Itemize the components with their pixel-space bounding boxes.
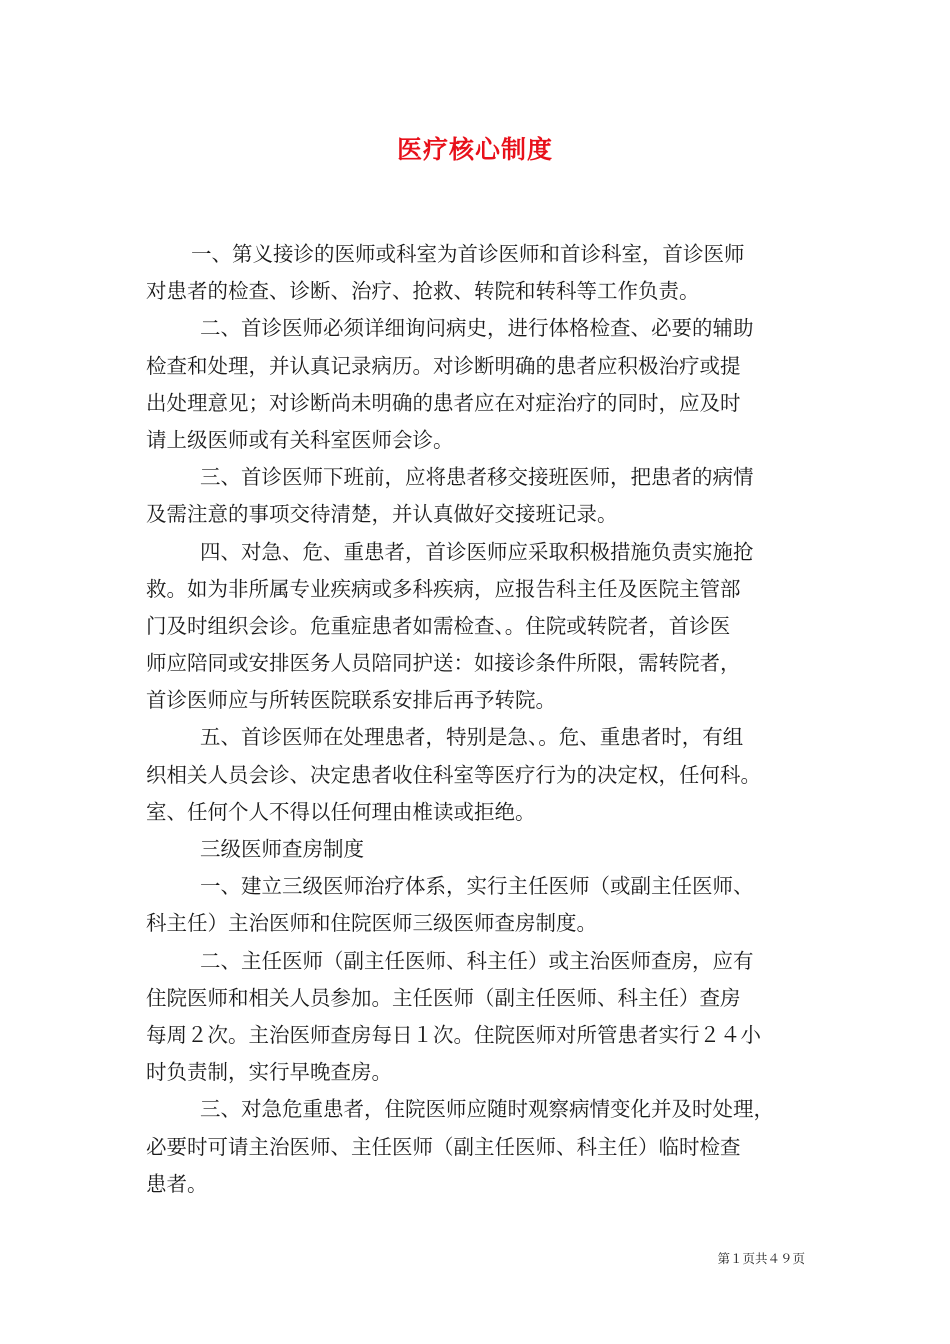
text-line: 四、对急、危、重患者，首诊医师应采取积极措施负责实施抢	[200, 539, 754, 564]
text-line: 时负责制，实行早晚查房。	[146, 1060, 392, 1085]
text-line: 住院医师和相关人员参加。主任医师（副主任医师、科主任）查房	[146, 985, 741, 1010]
section-heading: 三级医师查房制度	[200, 837, 364, 861]
text-line: 出处理意见；对诊断尚未明确的患者应在对症治疗的同时，应及时	[146, 390, 741, 415]
text-line: 三、首诊医师下班前，应将患者移交接班医师，把患者的病情	[200, 465, 754, 490]
text-line: 门及时组织会诊。危重症患者如需检查、。住院或转院者，首诊医	[146, 613, 731, 638]
text-line: 织相关人员会诊、决定患者收住科室等医疗行为的决定权，任何科。	[146, 762, 761, 787]
text-line: 检查和处理，并认真记录病历。对诊断明确的患者应积极治疗或提	[146, 353, 741, 378]
text-line: 对患者的检查、诊断、治疗、抢救、转院和转科等工作负责。	[146, 279, 700, 304]
text-line: 救。如为非所属专业疾病或多科疾病，应报告科主任及医院主管部	[146, 576, 741, 601]
text-line: 一、第义接诊的医师或科室为首诊医师和首诊科室，首诊医师	[191, 242, 745, 266]
document-body	[146, 236, 810, 1203]
document-title: 医疗核心制度	[396, 135, 553, 164]
page-number-footer: 第１页共４９页	[717, 1251, 805, 1266]
text-line: 患者。	[146, 1171, 208, 1196]
text-line: 科主任）主治医师和住院医师三级医师查房制度。	[146, 911, 597, 936]
text-line: 室、任何个人不得以任何理由椎读或拒绝。	[146, 799, 536, 824]
text-line: 二、首诊医师必须详细询问病史，进行体格检查、必要的辅助	[200, 316, 754, 341]
text-line: 首诊医师应与所转医院联系安排后再予转院。	[146, 688, 556, 713]
text-line: 二、主任医师（副主任医师、科主任）或主治医师查房，应有	[200, 948, 754, 973]
text-line: 五、首诊医师在处理患者，特别是急、。危、重患者时，有组	[200, 725, 744, 750]
text-line: 必要时可请主治医师、主任医师（副主任医师、科主任）临时检查	[146, 1134, 741, 1159]
text-line: 请上级医师或有关科室医师会诊。	[146, 427, 454, 452]
text-line: 每周２次。主治医师查房每日１次。住院医师对所管患者实行２４小	[146, 1022, 761, 1047]
text-line: 及需注意的事项交待清楚，并认真做好交接班记录。	[146, 502, 618, 527]
text-line: 师应陪同或安排医务人员陪同护送：如接诊条件所限，需转院者，	[146, 651, 741, 676]
text-line: 一、建立三级医师治疗体系，实行主任医师（或副主任医师、	[200, 874, 754, 899]
text-line: 三、对急危重患者，住院医师应随时观察病情变化并及时处理，	[200, 1097, 774, 1122]
